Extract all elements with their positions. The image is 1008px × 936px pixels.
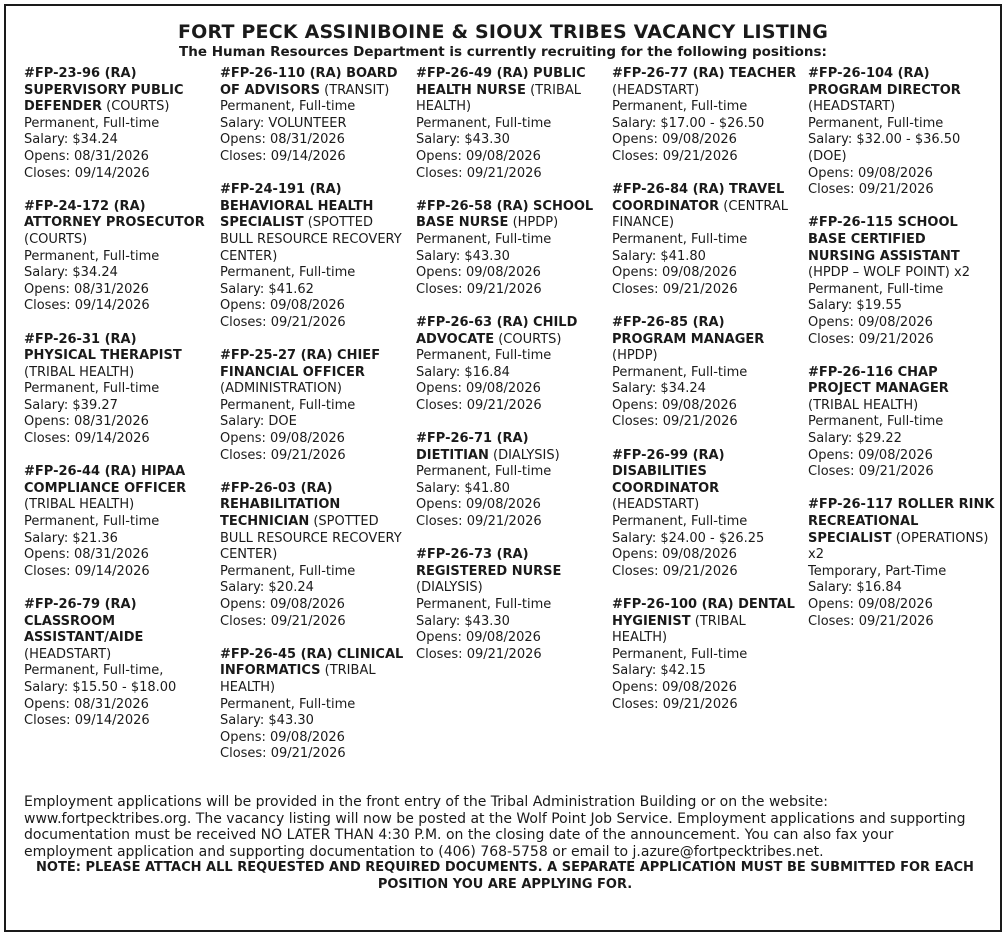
job-closes-date: Closes: 09/21/2026 [612, 696, 738, 712]
job-opens-date: Opens: 08/31/2026 [220, 132, 345, 148]
job-title: #FP-26-117 ROLLER RINK RECREATIONAL SPECIALIST [808, 497, 995, 546]
job-salary: Salary: $43.30 [416, 132, 510, 148]
job-type: Permanent, Full-time [612, 231, 748, 247]
job-heading [612, 182, 800, 232]
job-department: (TRIBAL HEALTH) [612, 613, 746, 646]
job-type: Permanent, Full-time [416, 348, 552, 364]
job-title: #FP-26-49 (RA) PUBLIC HEALTH NURSE [416, 66, 586, 98]
job-closes-date: Closes: 09/21/2026 [416, 514, 542, 530]
job-title: #FP-26-85 (RA) PROGRAM MANAGER [612, 314, 765, 347]
job-listing [24, 332, 212, 448]
job-listing [416, 66, 604, 182]
job-type: Permanent, Full-time [416, 464, 552, 480]
job-type: Permanent, Full-time [24, 115, 160, 131]
job-department: (HPDP – WOLF POINT) x2 [808, 265, 970, 281]
job-salary: Salary: $16.84 [416, 364, 510, 380]
job-department: (COURTS) [106, 99, 170, 115]
job-heading [416, 547, 604, 597]
job-title: #FP-26-44 (RA) HIPAA COMPLIANCE OFFICER [24, 464, 187, 496]
job-salary: Salary: $41.80 [612, 248, 706, 264]
job-title: #FP-25-27 (RA) CHIEF FINANCIAL OFFICER [220, 348, 381, 380]
job-heading [612, 315, 800, 365]
job-department: (HEADSTART) [612, 497, 700, 513]
job-salary: Salary: $16.84 [808, 580, 902, 596]
job-department: (COURTS) [24, 231, 88, 247]
job-heading [24, 332, 212, 382]
job-salary: Salary: $43.30 [220, 713, 314, 729]
job-heading [808, 365, 996, 415]
listing-subtitle: The Human Resources Department is currently recruiting for the following positions: [179, 44, 827, 60]
job-title: #FP-26-104 (RA) PROGRAM DIRECTOR [808, 66, 961, 98]
column-2 [220, 66, 408, 780]
job-department: (CENTRAL FINANCE) [612, 198, 788, 231]
job-listing [612, 448, 800, 581]
job-opens-date: Opens: 09/08/2026 [220, 597, 345, 612]
job-listing [416, 315, 604, 415]
job-salary: Salary: VOLUNTEER [220, 115, 347, 131]
job-type: Permanent, Full-time, [24, 663, 164, 679]
vacancy-listing-document [4, 4, 1002, 932]
job-closes-date: Closes: 09/21/2026 [416, 397, 542, 413]
job-listing [416, 431, 604, 531]
job-closes-date: Closes: 09/14/2026 [24, 713, 150, 729]
job-opens-date: Opens: 09/08/2026 [416, 630, 541, 646]
job-closes-date: Closes: 09/21/2026 [416, 281, 542, 297]
job-opens-date: Opens: 09/08/2026 [612, 679, 737, 695]
job-department: (ADMINISTRATION) [220, 381, 342, 397]
job-type: Permanent, Full-time [220, 99, 356, 115]
job-opens-date: Opens: 09/08/2026 [220, 298, 345, 314]
job-type: Permanent, Full-time [612, 646, 748, 662]
application-info: Employment applications will be provided in the front entry of the Tribal Administration Building or on the website: www.fortpecktribes.org. The vacancy listing will now be posted at the Wolf Point Job Service. Employment applications and supporting documentation must be received NO LATER THAN 4:30 P.M. on the closing date of the announcement. You can also fax your employment application and supporting documentation to (406) 768-5758 or email to j.azure@fortpecktribes.net. [24, 794, 966, 860]
job-listing [612, 182, 800, 298]
job-title: #FP-26-63 (RA) CHILD ADVOCATE [416, 314, 578, 347]
job-salary: Salary: $24.00 - $26.25 [612, 530, 765, 546]
job-title: #FP-26-110 (RA) BOARD OF ADVISORS [220, 66, 398, 98]
job-listing [612, 597, 800, 713]
job-heading [808, 497, 996, 563]
job-heading [808, 66, 996, 116]
job-closes-date: Closes: 09/21/2026 [612, 148, 738, 164]
job-listing [612, 315, 800, 431]
job-title: #FP-26-77 (RA) TEACHER [612, 66, 797, 81]
job-closes-date: Closes: 09/14/2026 [24, 298, 150, 314]
job-title: #FP-26-84 (RA) TRAVEL COORDINATOR [612, 182, 785, 214]
job-type: Permanent, Full-time [220, 696, 356, 712]
job-closes-date: Closes: 09/14/2026 [220, 148, 346, 164]
job-department: (COURTS) [498, 331, 562, 347]
job-heading [612, 66, 800, 99]
job-department: (TRIBAL HEALTH) [808, 397, 919, 413]
job-listing [220, 481, 408, 630]
job-closes-date: Closes: 09/21/2026 [808, 613, 934, 629]
job-type: Permanent, Full-time [220, 265, 356, 281]
job-opens-date: Opens: 09/08/2026 [220, 729, 345, 745]
job-opens-date: Opens: 08/31/2026 [24, 281, 149, 297]
job-salary: Salary: $15.50 - $18.00 [24, 679, 177, 695]
job-opens-date: Opens: 09/08/2026 [612, 397, 737, 413]
job-heading [220, 66, 408, 99]
job-title: #FP-26-31 (RA) PHYSICAL THERAPIST [24, 331, 182, 364]
job-salary: Salary: $41.62 [220, 281, 314, 297]
job-opens-date: Opens: 09/08/2026 [612, 265, 737, 281]
job-department: (SPOTTED BULL RESOURCE RECOVERY CENTER) [220, 514, 402, 563]
job-title: #FP-26-115 SCHOOL BASE CERTIFIED NURSING ASSISTANT [808, 215, 960, 264]
job-opens-date: Opens: 08/31/2026 [24, 547, 149, 563]
job-listing [24, 597, 212, 730]
job-listing [220, 647, 408, 763]
job-type: Permanent, Full-time [416, 231, 552, 247]
job-type: Permanent, Full-time [416, 115, 552, 131]
job-opens-date: Opens: 08/31/2026 [24, 148, 149, 164]
job-listing [220, 66, 408, 166]
job-opens-date: Opens: 09/08/2026 [808, 597, 933, 612]
job-salary: Salary: $17.00 - $26.50 [612, 115, 765, 131]
column-3 [416, 66, 604, 680]
job-listing [808, 365, 996, 481]
job-opens-date: Opens: 09/08/2026 [220, 431, 345, 447]
job-opens-date: Opens: 09/08/2026 [416, 148, 541, 164]
column-1 [24, 66, 212, 746]
job-listing [612, 66, 800, 166]
job-closes-date: Closes: 09/21/2026 [612, 281, 738, 297]
job-title: #FP-26-116 CHAP PROJECT MANAGER [808, 364, 949, 397]
job-salary: Salary: $41.80 [416, 480, 510, 496]
job-department: (DIALYSIS) [493, 447, 560, 463]
job-heading [24, 66, 212, 116]
job-title: #FP-26-99 (RA) DISABILITIES COORDINATOR [612, 447, 725, 496]
job-closes-date: Closes: 09/14/2026 [24, 563, 150, 579]
job-title: #FP-26-79 (RA) CLASSROOM ASSISTANT/AIDE [24, 597, 144, 646]
job-salary: Salary: $32.00 - $36.50 (DOE) [808, 132, 961, 164]
job-salary: Salary: $34.24 [24, 132, 118, 148]
job-closes-date: Closes: 09/21/2026 [220, 447, 346, 463]
job-heading [416, 199, 604, 232]
job-listing [24, 199, 212, 315]
job-closes-date: Closes: 09/21/2026 [220, 613, 346, 629]
job-title: #FP-23-96 (RA) SUPERVISORY PUBLIC DEFENDER [24, 66, 184, 115]
job-closes-date: Closes: 09/21/2026 [808, 331, 934, 347]
job-department: (TRIBAL HEALTH) [220, 663, 376, 695]
job-title: #FP-24-172 (RA) ATTORNEY PROSECUTOR [24, 198, 205, 231]
job-heading [220, 481, 408, 564]
job-department: (DIALYSIS) [416, 580, 483, 596]
job-type: Permanent, Full-time [220, 397, 356, 413]
job-salary: Salary: $42.15 [612, 663, 706, 679]
job-closes-date: Closes: 09/21/2026 [220, 746, 346, 762]
job-title: #FP-26-03 (RA) REHABILITATION TECHNICIAN [220, 480, 341, 530]
job-department: (HEADSTART) [24, 646, 112, 662]
job-listing [220, 348, 408, 464]
job-salary: Salary: $29.22 [808, 431, 902, 447]
job-type: Permanent, Full-time [24, 514, 160, 530]
job-salary: Salary: $20.24 [220, 580, 314, 596]
job-heading [220, 182, 408, 265]
job-closes-date: Closes: 09/14/2026 [24, 165, 150, 181]
job-opens-date: Opens: 09/08/2026 [416, 497, 541, 513]
job-type: Permanent, Full-time [808, 414, 944, 430]
job-listing [808, 497, 996, 630]
job-title: #FP-26-73 (RA) REGISTERED NURSE [416, 547, 562, 579]
job-opens-date: Opens: 09/08/2026 [612, 547, 737, 563]
job-title: #FP-26-100 (RA) DENTAL HYGIENIST [612, 597, 795, 629]
job-title: #FP-24-191 (RA) BEHAVIORAL HEALTH SPECIALIST [220, 182, 374, 231]
job-opens-date: Opens: 09/08/2026 [416, 265, 541, 281]
job-closes-date: Closes: 09/21/2026 [416, 646, 542, 662]
job-opens-date: Opens: 09/08/2026 [808, 314, 933, 330]
job-heading [612, 597, 800, 647]
attachment-note: NOTE: PLEASE ATTACH ALL REQUESTED AND REQUIRED DOCUMENTS. A SEPARATE APPLICATION MUST BE SUBMITTED FOR EACH POSITION YOU ARE APPLYING FOR. [36, 860, 974, 892]
job-salary: Salary: DOE [220, 414, 297, 430]
job-closes-date: Closes: 09/21/2026 [220, 314, 346, 330]
job-heading [24, 199, 212, 249]
job-department: (HEADSTART) [612, 82, 700, 98]
job-department: (OPERATIONS) x2 [808, 530, 989, 563]
job-closes-date: Closes: 09/21/2026 [808, 182, 934, 198]
job-opens-date: Opens: 08/31/2026 [24, 414, 149, 430]
job-type: Permanent, Full-time [808, 281, 944, 297]
job-heading [24, 464, 212, 514]
job-department: (TRIBAL HEALTH) [416, 82, 581, 115]
job-type: Permanent, Full-time [220, 563, 356, 579]
job-closes-date: Closes: 09/21/2026 [808, 464, 934, 480]
job-type: Permanent, Full-time [612, 99, 748, 115]
job-department: (TRIBAL HEALTH) [24, 364, 135, 380]
job-salary: Salary: $21.36 [24, 530, 118, 546]
job-heading [612, 448, 800, 514]
job-closes-date: Closes: 09/21/2026 [416, 165, 542, 181]
job-department: (HEADSTART) [808, 99, 896, 115]
job-opens-date: Opens: 09/08/2026 [808, 165, 933, 181]
job-department: (SPOTTED BULL RESOURCE RECOVERY CENTER) [220, 215, 402, 264]
job-opens-date: Opens: 09/08/2026 [416, 381, 541, 397]
job-title: #FP-26-58 (RA) SCHOOL BASE NURSE [416, 198, 594, 231]
job-department: (HPDP) [512, 215, 559, 231]
column-4 [612, 66, 800, 730]
listing-title: FORT PECK ASSINIBOINE & SIOUX TRIBES VACANCY LISTING [177, 21, 829, 43]
job-heading [808, 215, 996, 281]
job-listing [808, 215, 996, 348]
job-type: Permanent, Full-time [24, 248, 160, 264]
job-title: #FP-26-71 (RA) DIETITIAN [416, 431, 529, 463]
job-salary: Salary: $19.55 [808, 298, 902, 314]
job-heading [24, 597, 212, 663]
job-salary: Salary: $39.27 [24, 397, 118, 413]
job-salary: Salary: $43.30 [416, 248, 510, 264]
job-listing [416, 199, 604, 299]
job-listing [24, 464, 212, 580]
job-type: Permanent, Full-time [612, 364, 748, 380]
job-opens-date: Opens: 08/31/2026 [24, 696, 149, 712]
job-opens-date: Opens: 09/08/2026 [612, 132, 737, 148]
job-heading [220, 348, 408, 398]
job-listing [808, 66, 996, 199]
job-listing [416, 547, 604, 663]
job-heading [220, 647, 408, 697]
job-opens-date: Opens: 09/08/2026 [808, 447, 933, 463]
job-salary: Salary: $34.24 [24, 265, 118, 281]
job-department: (TRANSIT) [324, 82, 390, 98]
job-heading [416, 431, 604, 464]
job-listing [220, 182, 408, 331]
job-heading [416, 66, 604, 116]
footer [24, 794, 986, 894]
job-closes-date: Closes: 09/21/2026 [612, 414, 738, 430]
job-type: Permanent, Full-time [612, 514, 748, 530]
job-type: Permanent, Full-time [416, 597, 552, 612]
job-closes-date: Closes: 09/14/2026 [24, 431, 150, 447]
job-salary: Salary: $34.24 [612, 381, 706, 397]
job-heading [416, 315, 604, 348]
job-type: Permanent, Full-time [808, 115, 944, 131]
job-type: Permanent, Full-time [24, 381, 160, 397]
job-listing [24, 66, 212, 182]
job-type: Temporary, Part-Time [808, 563, 947, 579]
column-5 [808, 66, 996, 647]
job-salary: Salary: $43.30 [416, 613, 510, 629]
job-department: (HPDP) [612, 348, 658, 364]
job-title: #FP-26-45 (RA) CLINICAL INFORMATICS [220, 646, 404, 679]
job-closes-date: Closes: 09/21/2026 [612, 563, 738, 579]
job-department: (TRIBAL HEALTH) [24, 497, 135, 513]
